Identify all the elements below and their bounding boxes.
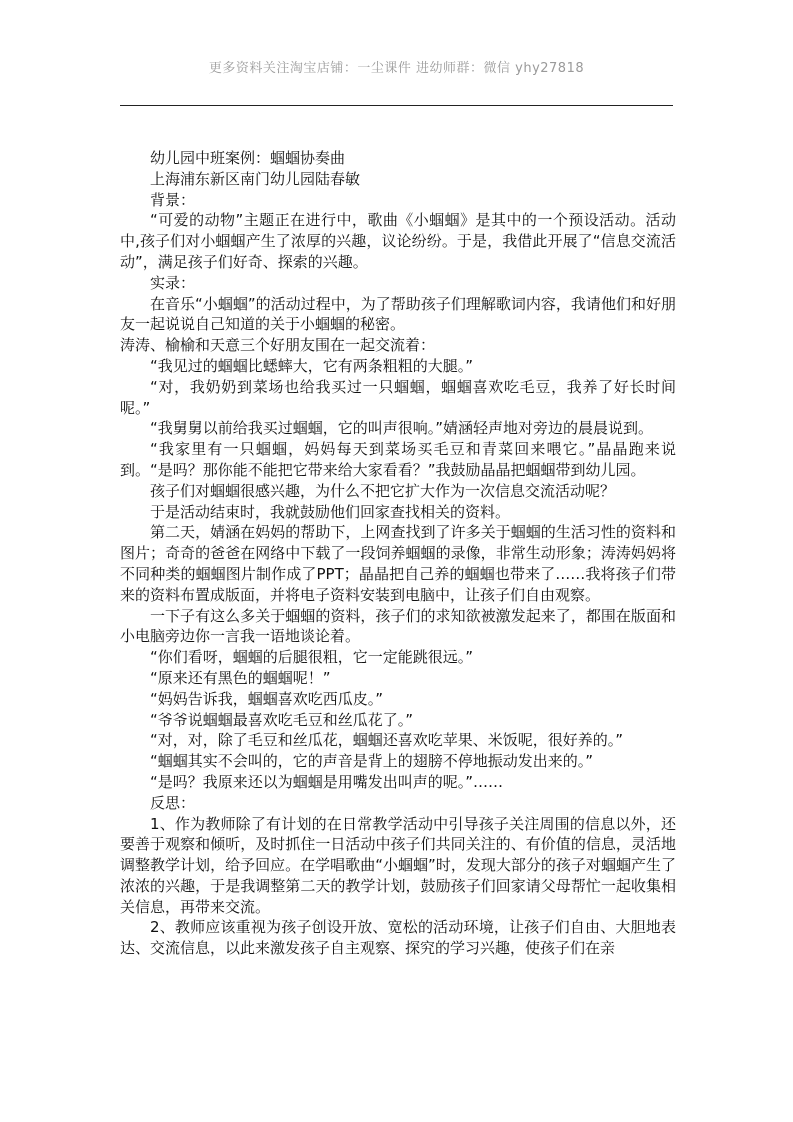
child-comment-4: “爷爷说蝈蝈最喜欢吃毛豆和丝瓜花了。” <box>150 710 414 729</box>
document-author: 上海浦东新区南门幼儿园陆春敏 <box>150 169 361 188</box>
record-paragraph-2: 涛涛、榆榆和天意三个好朋友围在一起交流着： <box>120 336 436 355</box>
reflection-paragraph-1: 1、作为教师除了有计划的在日常教学活动中引导孩子关注周围的信息以外，还要善于观察和倾听，及时抓住一日活动中孩子们共同关注的、有价值的信息，灵活地调整教学计划，给予回应。在学唱歌曲“小蝈蝈”时，发现大部分的孩子对蝈蝈产生了浓浓的兴趣，于是我调整第二天的教学计划，鼓励孩子们回家请父母帮忙一起收集相关信息，再带来交流。 <box>120 814 676 916</box>
record-paragraph-4: 于是活动结束时，我就鼓励他们回家查找相关的资料。 <box>150 502 511 521</box>
document-title: 幼儿园中班案例：蝈蝈协奏曲 <box>150 149 346 167</box>
section-label-record: 实录： <box>150 273 196 292</box>
section-label-reflection: 反思： <box>150 793 196 812</box>
record-paragraph-6: 一下子有这么多关于蝈蝈的资料，孩子们的求知欲被激发起来了，都围在版面和小电脑旁边你一言我一语地谈论着。 <box>120 606 676 646</box>
section-label-background: 背景： <box>150 190 196 209</box>
header-divider <box>120 105 673 106</box>
child-comment-1: “你们看呀，蝈蝈的后腿很粗，它一定能跳很远。” <box>150 648 474 667</box>
quote-2: “对，我奶奶到菜场也给我买过一只蝈蝈，蝈蝈喜欢吃毛豆，我养了好长时间呢。” <box>120 377 676 417</box>
quote-3: “我舅舅以前给我买过蝈蝈，它的叫声很响。”婧涵轻声地对旁边的晨晨说到。 <box>150 419 654 438</box>
child-comment-6: “蝈蝈其实不会叫的，它的声音是背上的翅膀不停地振动发出来的。” <box>150 752 594 771</box>
page-header: 更多资料关注淘宝店铺：一尘课件 进幼师群：微信 yhy27818 <box>208 61 585 76</box>
child-comment-7: “是吗？我原来还以为蝈蝈是用嘴发出叫声的呢。”…… <box>150 772 504 791</box>
child-comment-3: “妈妈告诉我，蝈蝈喜欢吃西瓜皮。” <box>150 689 384 708</box>
quote-1: “我见过的蝈蝈比蟋蟀大，它有两条粗粗的大腿。” <box>150 356 474 375</box>
record-paragraph-5: 第二天，婧涵在妈妈的帮助下，上网查找到了许多关于蝈蝈的生活习性的资料和图片；奇奇的爸爸在网络中下载了一段饲养蝈蝈的录像，非常生动形象；涛涛妈妈将不同种类的蝈蝈图片制作成了PPT；晶晶把自己养的蝈蝈也带来了……我将孩子们带来的资料布置成版面，并将电子资料安装到电脑中，让孩子们自由观察。 <box>120 523 676 604</box>
child-comment-2: “原来还有黑色的蝈蝈呢！” <box>150 668 331 687</box>
background-paragraph: “可爱的动物”主题正在进行中，歌曲《小蝈蝈》是其中的一个预设活动。活动中,孩子们对小蝈蝈产生了浓厚的兴趣，议论纷纷。于是，我借此开展了“信息交流活动”，满足孩子们好奇、探索的兴趣。 <box>120 211 676 271</box>
quote-4: “我家里有一只蝈蝈，妈妈每天到菜场买毛豆和青菜回来喂它。”晶晶跑来说到。“是吗？那你能不能把它带来给大家看看？”我鼓励晶晶把蝈蝈带到幼儿园。 <box>120 440 676 479</box>
record-paragraph-3: 孩子们对蝈蝈很感兴趣，为什么不把它扩大作为一次信息交流活动呢？ <box>150 481 616 500</box>
document-body <box>120 148 676 959</box>
record-paragraph-1: 在音乐“小蝈蝈”的活动过程中，为了帮助孩子们理解歌词内容，我请他们和好朋友一起说说自己知道的关于小蝈蝈的秘密。 <box>120 294 676 334</box>
child-comment-5: “对，对，除了毛豆和丝瓜花，蝈蝈还喜欢吃苹果、米饭呢，很好养的。” <box>150 731 624 750</box>
reflection-paragraph-2: 2、教师应该重视为孩子创设开放、宽松的活动环境，让孩子们自由、大胆地表达、交流信息，以此来激发孩子自主观察、探究的学习兴趣，使孩子们在亲 <box>120 918 676 958</box>
